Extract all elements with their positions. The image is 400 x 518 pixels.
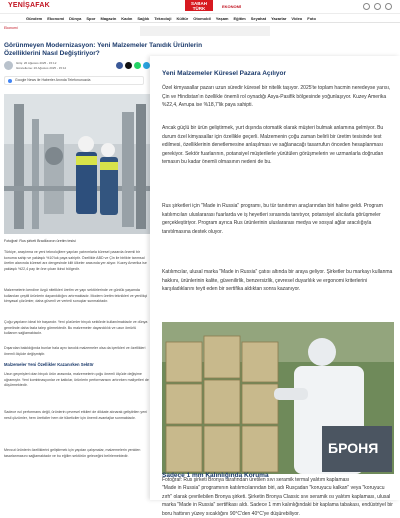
share-buttons (116, 62, 150, 69)
section-heading-coating: Sadece 1 mm Kalınlığında Koruma (162, 472, 269, 479)
user-icon[interactable] (374, 3, 381, 10)
nav-item[interactable]: Otomobil (193, 15, 211, 21)
bucket-label: БРОНЯ (328, 440, 379, 456)
update-date: Güncelleme: 26 Ağustos 2025 - 15:12 (16, 66, 67, 70)
coating-photo (162, 322, 394, 474)
nav-item[interactable]: Eğitim (233, 15, 246, 21)
section-link[interactable]: EKONOMİ (222, 4, 242, 9)
nav-item[interactable]: Dünya (69, 15, 82, 21)
ad-banner (140, 26, 270, 36)
body-paragraph: Uzun geçmişleri olan birçok ürün arasında, malzemelerin çoğu önemli ölçüde değişime uğramıştır. Yeni kombinasyonlar ve katkılar, ürünlerin performansını artırırken maliyetleri de düşürmektedir. (4, 372, 149, 388)
coating-photo-caption: Fotoğraf: Rus şirketi Bronya tarafından üretilen sıvı seramik termal yalıtım kaplaması (162, 477, 350, 483)
warehouse-illustration (162, 322, 394, 474)
paragraph-program: Rus şirketleri için "Made in Russia" programı, bu tür tanıtımın araçlarından biri haline geldi. Program katılımcıları uluslararası fuarlarda ve iş heyetleri sırasında tanıtıyor, potansiyel alıcılarla görüşmeler gerçekleştiriyor. Program ayrıca Rus ürünlerinin uluslararası medya ve sosyal ağlar aracılığıyla tanıtılmasına destek oluyor. (162, 203, 383, 235)
facebook-icon[interactable] (116, 62, 123, 69)
paragraph-coating: "Made in Russia" programının katılımcılarından biri, adı Rusçadan "koruyucu kalkan" veya "koruyucu zırh" olarak çevrilebilen Bronya şirketi. Şirketin Bronya Classic sıvı seramik ısı yalıtım kaplaması, ulusal marka "Made in Russia" sertifikası aldı. Sadece 1 mm kalınlığındaki bir kaplama tabakası, endüstriyel bir boru hattının yüzey sıcaklığını 90°C'den 40°C'ye düşürebiliyor. (162, 485, 393, 517)
nav-item[interactable]: Kadın (121, 15, 133, 21)
zoomed-article-panel (150, 56, 400, 500)
publish-date: Giriş: 26 Ağustos 2025 - 15:12 (16, 61, 57, 65)
body-paragraph: Türkiye, araştırma ve yeni teknolojilere yapılan yatırımlarla küresel pazarda önemli bir konuma sahip ve yaklaşık %10'luk paya sahiptir. Özellikle ABD ve Çin ile birlikte tarımsal üretim alanında küresel arz dengesinde kilit ülkeler arasında yer alıyor. Kuzey Amerika ise yaklaşık %22,4 pay ile öne çıkan ikinci bölgedir. (4, 250, 147, 271)
body-paragraph: Sadece ısıl performans değil, ürünlerin çevresel etkileri de dikkate alınarak geliştirilen yeni nesil çözümler, hem üreticiler hem de tüketiciler için önemli avantajlar sunmaktadır. (4, 410, 148, 420)
brand-badge[interactable]: SABAH TÜRK (185, 0, 213, 11)
avatar (4, 61, 13, 70)
whatsapp-icon[interactable] (134, 62, 141, 69)
nav-item[interactable]: Ekonomi (47, 15, 65, 21)
section-heading-market: Yeni Malzemeler Küresel Pazara Açılıyor (162, 70, 287, 77)
top-bar (0, 0, 400, 14)
nav-item[interactable]: Spor (86, 15, 96, 21)
nav-item[interactable]: Yazarlar (271, 15, 287, 21)
photo-caption: Fotoğraf: Rus şirketi Bradiİzoron üretim tesisi (4, 239, 76, 243)
google-news-banner[interactable] (4, 76, 144, 85)
paragraph-brand: Katılımcılar, ulusal marka "Made in Russia" çatısı altında bir araya geliyor. Şirketler bu markayı kullanma hakkını, ürünlerinin kalite, güvenilirlik, benzersizlik, çevresel duyarlılık ve ergonomi kriterlerini karşıladıklarını teyit eden bir sertifika aldıktan sonra kazanıyor. (162, 269, 393, 293)
nav-item[interactable]: Kültür (176, 15, 189, 21)
factory-photo (4, 94, 150, 234)
body-paragraph: Malzemelerin kendine özgü nitelikleri üretim ve yapı sektörlerinde ve günlük yaşamda kullanılan çeşitli ürünlerin dayanıklılığını artırmaktadır. Modern üretim teknikleri ve yenilikçi kimyasal çözümler, daha güvenli ve verimli sonuçlar sunmaktadır. (4, 288, 148, 304)
google-news-text: Google News ile Haberler Anında Telefonunuzda (15, 78, 91, 82)
paragraph-customers: Ancak güçlü bir ürün geliştirmek, yurt dışında otomatik olarak müşteri bulmak anlamına gelmiyor. Bu durum özel kimyasallar için özellikle geçerli. Malzemenin çoğu zaman belirli bir üretim tesisinde test edilmesi, özelliklerinin denetlemesine anlaşılması ve sağlanacağı tasarrufun önceden hesaplanması gerekiyor. Sektör fuarlarının, potansiyel müşterilerle yürütülen görüşmelerin ve uzmanlarla doğrudan temasın bu kadar önemli olmasının nedeni de bu. (162, 125, 384, 166)
factory-illustration (4, 94, 150, 234)
site-logo[interactable]: YENİŞAFAK (8, 2, 50, 9)
telegram-icon[interactable] (143, 62, 150, 69)
menu-icon[interactable] (385, 3, 392, 10)
search-icon[interactable] (363, 3, 370, 10)
nav-item[interactable]: Magazin (100, 15, 117, 21)
google-news-icon (8, 79, 12, 83)
top-icons (363, 3, 392, 10)
article-title: Görünmeyen Modernizasyon: Yeni Malzemeler Tanıdık Ürünlerin Özelliklerini Nasıl Değiştiriyor? (4, 42, 203, 57)
section-heading: Malzemeler Yeni Özellikler Kazanırken Sektör (4, 362, 94, 367)
twitter-icon[interactable] (125, 62, 132, 69)
nav-item[interactable]: Gündem (26, 15, 43, 21)
body-paragraph: Mevcut ürünlerin özelliklerini geliştirmek için yapılan çalışmalar, malzemelerin yeniden tasarlanmasını sağlamaktadır ve bu eğilim sektörün geleceğini belirlemektedir. (4, 448, 141, 458)
nav-item[interactable]: Teknoloji (154, 15, 172, 21)
nav-item[interactable]: Yaşam (215, 15, 229, 21)
nav-item[interactable]: Seyahat (250, 15, 267, 21)
paragraph-market: Özel kimyasallar pazarı uzun süredir küresel bir nitelik taşıyor. 2025'te toplam hacmin neredeyse yarısı, Çin ve Hindistan'ın özellikle önemli rol oynadığı Asya-Pasifik bölgesinde yoğunlaşıyor. Kuzey Amerika %22,4, Avrupa ise %18,7'lik paya sahipti. (162, 85, 391, 109)
body-paragraph: Dışarıdan bakıldığında bunlar hala aynı tanıdık malzemeler olsa da içerikleri ve özellikleri önemli ölçüde değişmiştir. (4, 346, 146, 356)
nav-item[interactable]: Foto (307, 15, 316, 21)
nav-item[interactable]: Sağlık (137, 15, 150, 21)
breadcrumb[interactable]: Ekonomi (4, 26, 18, 30)
nav-item[interactable]: Video (291, 15, 303, 21)
body-paragraph: Çoğu yapıların ideal bir başarıdır. Yeni çözümler birçok sektörde kullanılmaktadır ve dünya genelinde daha fazla talep görmektedir. Bu malzemeler dayanıklılık ve uzun ömürlü kullanım sağlamaktadır. (4, 320, 148, 336)
main-nav (0, 14, 400, 23)
author-row (4, 60, 149, 72)
